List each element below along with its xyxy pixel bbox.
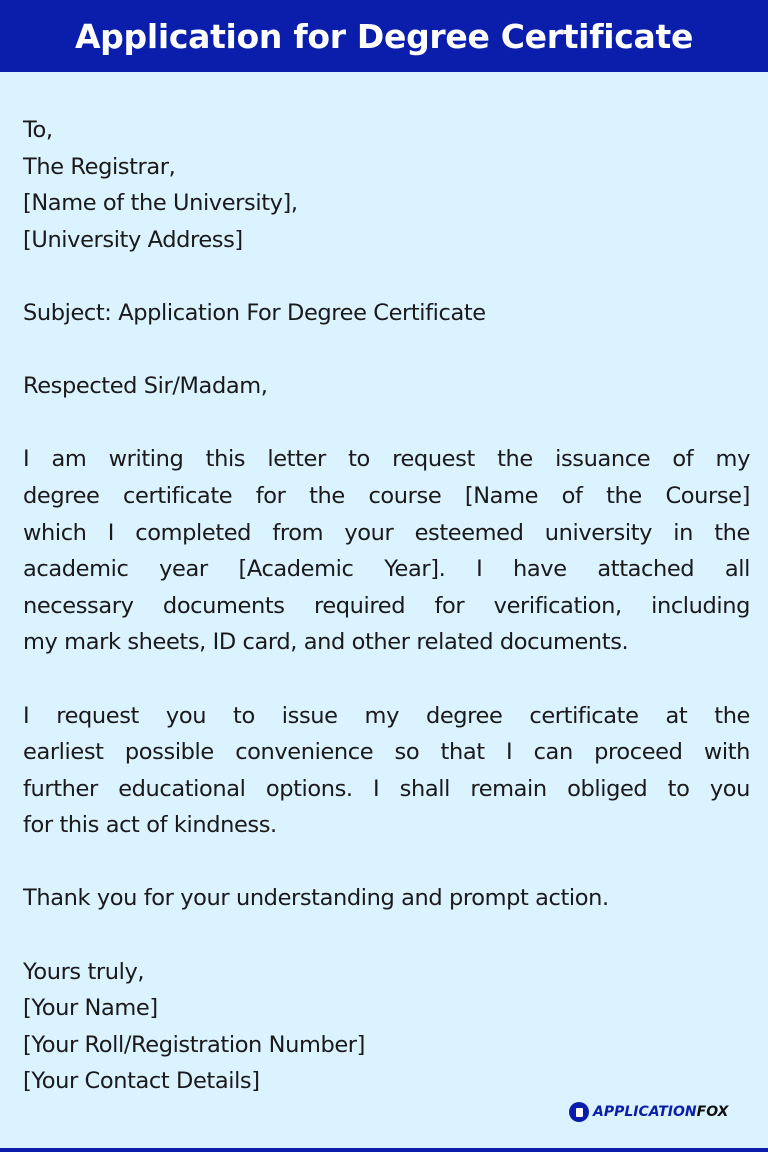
- salutation: Respected Sir/Madam,: [23, 373, 268, 400]
- recipient-line: [University Address]: [23, 226, 243, 253]
- paragraph-line: academic year [Academic Year]. I have attached all: [23, 556, 750, 583]
- paragraph-line: which I completed from your esteemed university in the: [23, 519, 750, 546]
- paragraph-line: I am writing this letter to request the issuance of my: [23, 446, 750, 473]
- paragraph-line: further educational options. I shall remain obliged to you: [23, 775, 750, 802]
- brand-name: APPLICATIONFOX: [593, 1104, 729, 1120]
- document-icon: [569, 1102, 589, 1122]
- paragraph-line: earliest possible convenience so that I can proceed with: [23, 739, 750, 766]
- recipient-line: [Name of the University],: [23, 190, 298, 217]
- page-title: Application for Degree Certificate: [74, 16, 694, 56]
- paragraph-line: my mark sheets, ID card, and other related documents.: [23, 629, 629, 656]
- letter-body: [23, 112, 750, 1100]
- closing-line: [Your Roll/Registration Number]: [23, 1031, 366, 1058]
- brand-logo: [569, 1102, 728, 1122]
- footer-bar: [0, 1148, 768, 1152]
- closing-line: [Your Name]: [23, 995, 158, 1022]
- recipient-line: The Registrar,: [23, 153, 176, 180]
- subject-line: Subject: Application For Degree Certificate: [23, 299, 486, 326]
- paragraph-line: necessary documents required for verification, including: [23, 592, 750, 619]
- thank-you-line: Thank you for your understanding and prompt action.: [23, 885, 609, 912]
- recipient-line: To,: [23, 117, 53, 143]
- paragraph-line: I request you to issue my degree certificate at the: [23, 702, 750, 729]
- closing-line: Yours truly,: [23, 958, 145, 985]
- paragraph-line: degree certificate for the course [Name of the Course]: [23, 482, 750, 509]
- header-banner: [0, 0, 768, 72]
- paragraph-line: for this act of kindness.: [23, 812, 277, 839]
- closing-line: [Your Contact Details]: [23, 1068, 260, 1095]
